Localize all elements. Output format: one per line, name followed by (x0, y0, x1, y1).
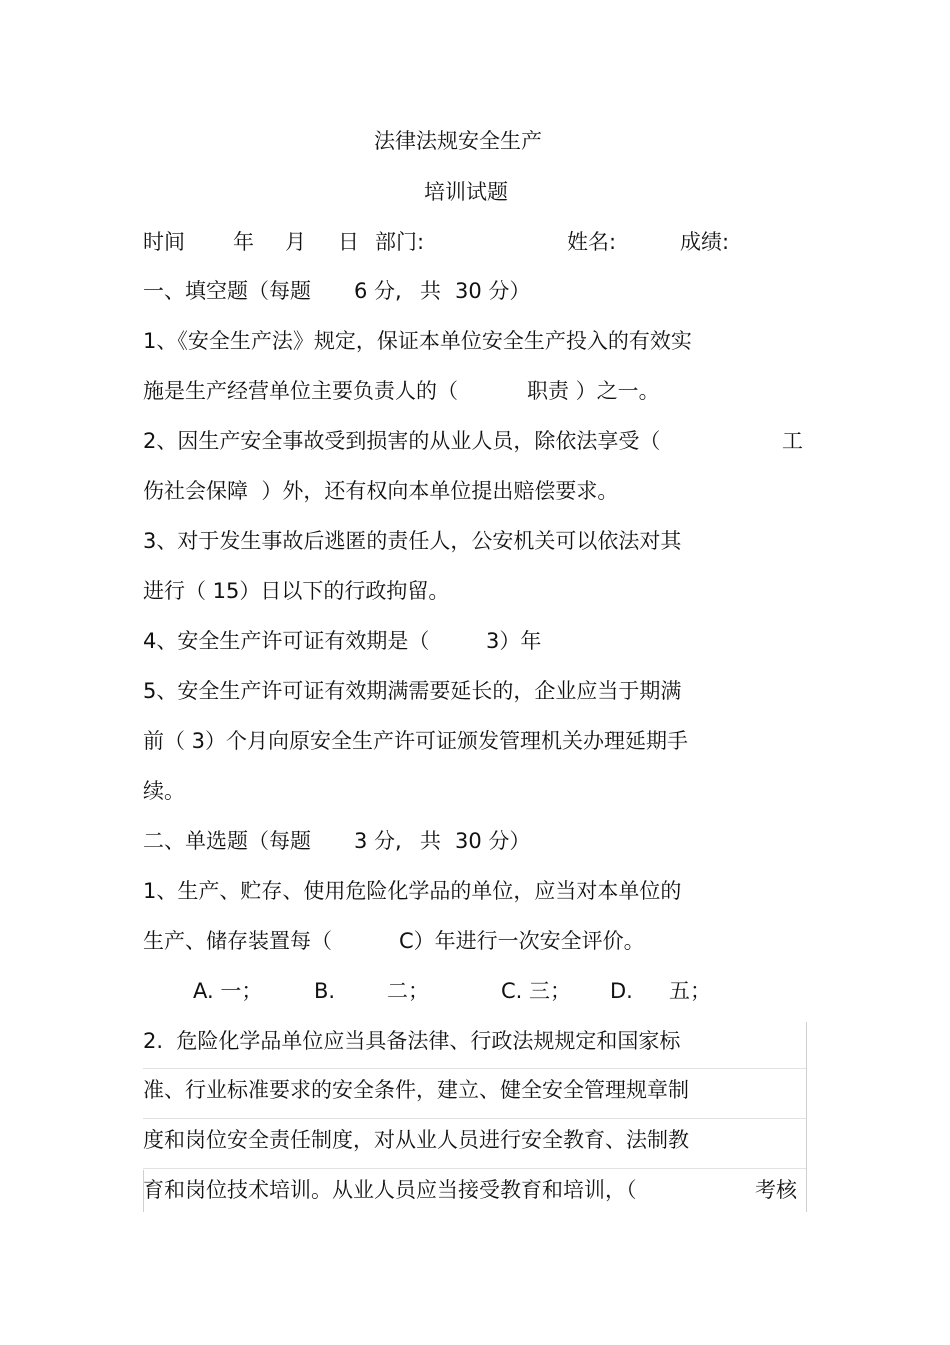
header-dept-label: 部门: (375, 230, 425, 254)
mc-1-option-d-label: D. (610, 979, 633, 1003)
header-year-label: 年 (233, 230, 254, 254)
table-border-right (806, 1022, 807, 1212)
question-3-line-2: 进行（ 15）日以下的行政拘留。 (143, 579, 450, 603)
mc-1-option-d-text: 五； (669, 979, 711, 1003)
mc-1-answer: C）年进行一次安全评价。 (399, 929, 645, 953)
header-name-label: 姓名: (567, 230, 617, 254)
mc-2-line-2: 准、行业标准要求的安全条件，建立、健全安全管理规章制 (143, 1078, 689, 1102)
section2-per-points: 3 分, (354, 829, 402, 853)
question-2-line-1a: 2、因生产安全事故受到损害的从业人员，除依法享受（ (143, 429, 661, 453)
mc-2-line-3: 度和岗位安全责任制度，对从业人员进行安全教育、法制教 (143, 1128, 689, 1152)
table-border-row-3 (143, 1168, 806, 1169)
header-day-label: 日 (338, 230, 359, 254)
question-1-answer: 职责 ）之一。 (527, 379, 660, 403)
header-score-label: 成绩: (680, 230, 730, 254)
table-border-row-1 (143, 1068, 806, 1069)
section2-heading: 二、单选题（每题 (143, 829, 311, 853)
mc-2-line-1: 2. 危险化学品单位应当具备法律、行政法规规定和国家标 (143, 1029, 681, 1053)
table-border-row-2 (143, 1118, 806, 1119)
question-5-line-1: 5、安全生产许可证有效期满需要延长的，企业应当于期满 (143, 679, 682, 703)
section2-total-prefix: 共 (420, 829, 441, 853)
question-2-line-2: 伤社会保障 ）外，还有权向本单位提出赔偿要求。 (143, 479, 619, 503)
question-1-line-1: 1、《安全生产法》规定，保证本单位安全生产投入的有效实 (143, 329, 692, 353)
question-1-line-2a: 施是生产经营单位主要负责人的（ (143, 379, 458, 403)
section1-per-points: 6 分, (354, 279, 402, 303)
document-title: 法律法规安全生产 (374, 129, 542, 153)
mc-2-line-4a: 育和岗位技术培训。从业人员应当接受教育和培训，（ (143, 1178, 637, 1202)
header-time-label: 时间 (143, 230, 185, 254)
question-4-answer: 3）年 (486, 629, 542, 653)
document-subtitle: 培训试题 (424, 180, 508, 204)
section2-total: 30 分） (455, 829, 531, 853)
question-4-line-1a: 4、安全生产许可证有效期是（ (143, 629, 430, 653)
mc-2-line-4b: 考核 (755, 1178, 797, 1202)
mc-1-option-c: C. 三； (501, 979, 572, 1003)
mc-1-option-b-text: 二； (387, 979, 429, 1003)
mc-1-line-2a: 生产、储存装置每（ (143, 929, 332, 953)
question-2-line-1b: 工 (782, 429, 803, 453)
question-5-line-3: 续。 (143, 779, 185, 803)
mc-1-option-b-label: B. (314, 979, 336, 1003)
table-border-left (143, 1170, 144, 1212)
mc-1-line-1: 1、生产、贮存、使用危险化学品的单位，应当对本单位的 (143, 879, 682, 903)
header-month-label: 月 (285, 230, 306, 254)
section1-total-prefix: 共 (420, 279, 441, 303)
section1-heading: 一、填空题（每题 (143, 279, 311, 303)
mc-1-option-a: A. 一； (193, 979, 263, 1003)
question-5-line-2: 前（ 3）个月向原安全生产许可证颁发管理机关办理延期手 (143, 729, 689, 753)
section1-total: 30 分） (455, 279, 531, 303)
question-3-line-1: 3、对于发生事故后逃匿的责任人，公安机关可以依法对其 (143, 529, 682, 553)
